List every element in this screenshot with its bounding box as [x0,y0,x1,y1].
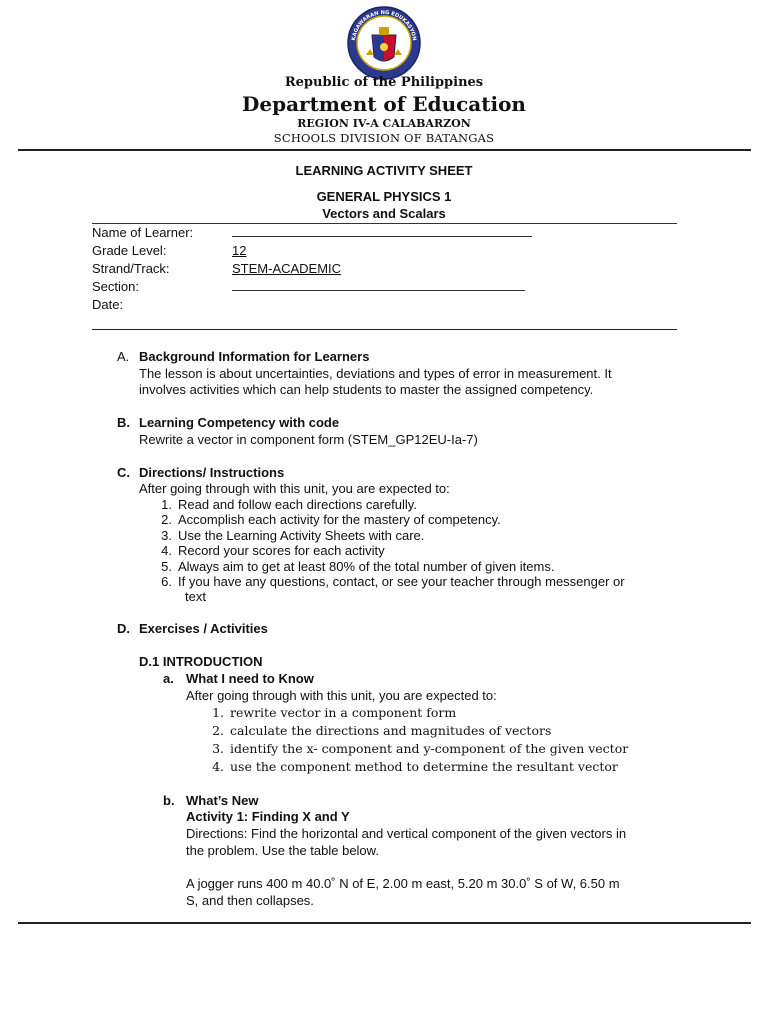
learner-info [92,224,677,314]
subsection-a-title: What I need to Know [186,671,314,686]
republic-heading: Republic of the Philippines [284,75,484,90]
footer-divider [18,922,751,924]
subject-title: GENERAL PHYSICS 1 [316,189,452,204]
deped-seal [346,5,422,81]
list-item: 1. Read and follow each directions carefully. [161,497,417,512]
section-a-body-line1: The lesson is about uncertainties, deviations and types of error in measurement. It [139,366,612,381]
seal-text: KAGAWARAN NG EDUKASYON [351,9,417,42]
section-c-title: Directions/ Instructions [139,465,285,480]
section-b-title: Learning Competency with code [139,415,340,430]
list-item: 6. If you have any questions, contact, or see your teacher through messenger or [161,574,625,590]
header-divider [18,149,751,151]
region-line: REGION IV-A CALABARZON [297,117,471,130]
section-d-letter: D. [117,621,130,636]
problem-line2: S, and then collapses. [186,893,314,908]
directions-line1: Directions: Find the horizontal and vertical component of the given vectors in [186,826,627,841]
grade-level-row [92,242,677,260]
topic-title: Vectors and Scalars [322,206,446,221]
section-label: Section: [92,279,139,294]
objectives-list [202,704,628,776]
subsection-a-letter: a. [163,671,174,686]
section-c-intro: After going through with this unit, you are expected to: [139,481,450,496]
division-line: SCHOOLS DIVISION OF BATANGAS [273,131,495,145]
list-item-continuation: text [185,589,206,605]
list-item: 2. Accomplish each activity for the mastery of competency. [161,512,501,528]
list-item: 4. use the component method to determine the resultant vector [212,759,618,774]
subsection-b-title: What’s New [186,793,259,808]
directions-line2: the problem. Use the table below. [186,843,379,858]
subsection-a-intro: After going through with this unit, you are expected to: [186,688,497,703]
department-heading: Department of Education [242,92,526,116]
list-item: 2. calculate the directions and magnitudes of vectors [212,723,552,738]
strand-label: Strand/Track: [92,261,170,276]
learner-name-label: Name of Learner: [92,225,194,240]
activity-title: Activity 1: Finding X and Y [186,809,350,824]
subsection-b-letter: b. [163,793,175,808]
list-item: 4. Record your scores for each activity [161,543,385,559]
section-field[interactable] [232,280,525,291]
d1-introduction-title: D.1 INTRODUCTION [139,654,263,669]
list-item: 5. Always aim to get at least 80% of the total number of given items. [161,558,555,574]
section-b-body: Rewrite a vector in component form (STEM_GP12EU-Ia-7) [139,432,478,447]
strand-row [92,260,677,278]
list-item: 3. Use the Learning Activity Sheets with care. [161,527,425,543]
section-a-title: Background Information for Learners [139,349,370,364]
section-b-letter: B. [117,415,130,430]
list-item: 1. rewrite vector in a component form [212,705,457,720]
sheet-title: LEARNING ACTIVITY SHEET [295,163,473,178]
learner-name-field[interactable] [232,226,532,237]
grade-level-value[interactable]: 12 [232,243,247,258]
strand-value[interactable]: STEM-ACADEMIC [232,261,342,276]
section-c-letter: C. [117,465,130,480]
info-bottom-rule [92,329,677,330]
learner-name-row [92,224,677,242]
section-a-letter: A. [117,349,130,364]
grade-level-label: Grade Level: [92,243,167,258]
problem-line1: A jogger runs 400 m 40.0˚ N of E, 2.00 m east, 5.20 m 30.0˚ S of W, 6.50 m [186,876,620,891]
directions-list [150,497,625,605]
section-a-body-line2: involves activities which can help students to master the assigned competency. [139,382,594,397]
date-label: Date: [92,297,124,312]
section-row [92,278,677,296]
section-d-title: Exercises / Activities [139,621,268,636]
list-item: 3. identify the x- component and y-component of the given vector [212,741,629,756]
date-row [92,296,677,314]
